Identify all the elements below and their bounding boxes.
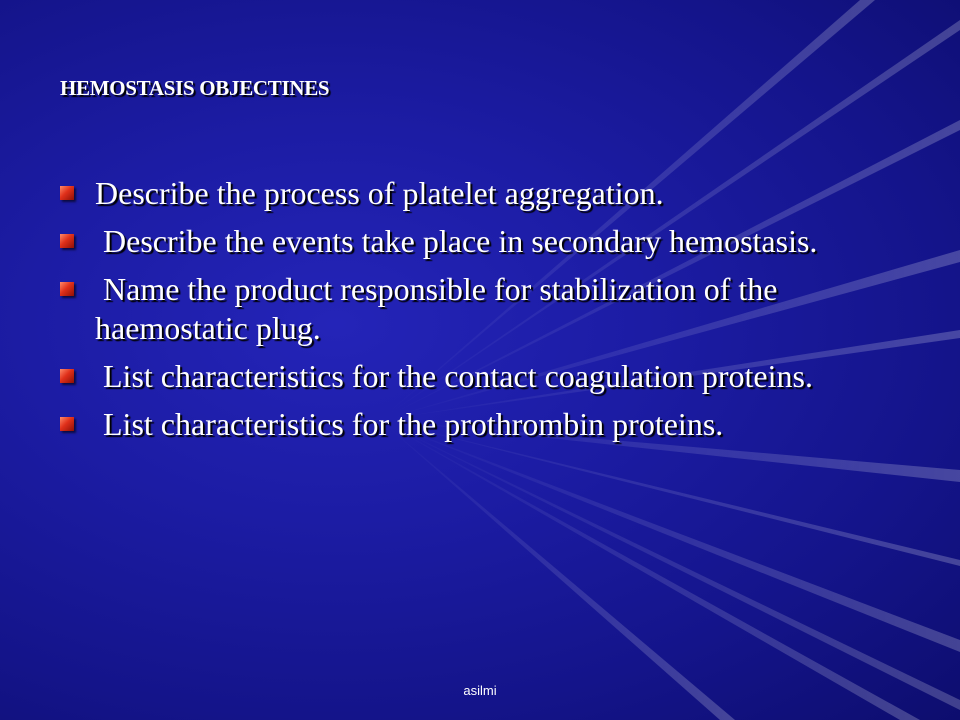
bullet-text: List characteristics for the contact coagulation proteins. bbox=[95, 358, 813, 394]
bullet-text: Describe the process of platelet aggregation. bbox=[95, 175, 664, 211]
bullet-text: Describe the events take place in secondary hemostasis. bbox=[95, 223, 818, 259]
red-square-bullet-icon bbox=[60, 186, 74, 200]
bullet-item bbox=[60, 270, 920, 348]
bullet-item bbox=[60, 222, 920, 261]
footer-author: asilmi bbox=[463, 683, 497, 698]
red-square-bullet-icon bbox=[60, 234, 74, 248]
slide-title: HEMOSTASIS OBJECTINES bbox=[60, 76, 330, 100]
red-square-bullet-icon bbox=[60, 282, 74, 296]
bullet-item bbox=[60, 174, 920, 213]
bullet-list bbox=[60, 174, 920, 453]
red-square-bullet-icon bbox=[60, 417, 74, 431]
bullet-item bbox=[60, 357, 920, 396]
red-square-bullet-icon bbox=[60, 369, 74, 383]
bullet-text: Name the product responsible for stabilization of the haemostatic plug. bbox=[95, 271, 786, 346]
bullet-text: List characteristics for the prothrombin proteins. bbox=[95, 406, 724, 442]
bullet-item bbox=[60, 405, 920, 444]
